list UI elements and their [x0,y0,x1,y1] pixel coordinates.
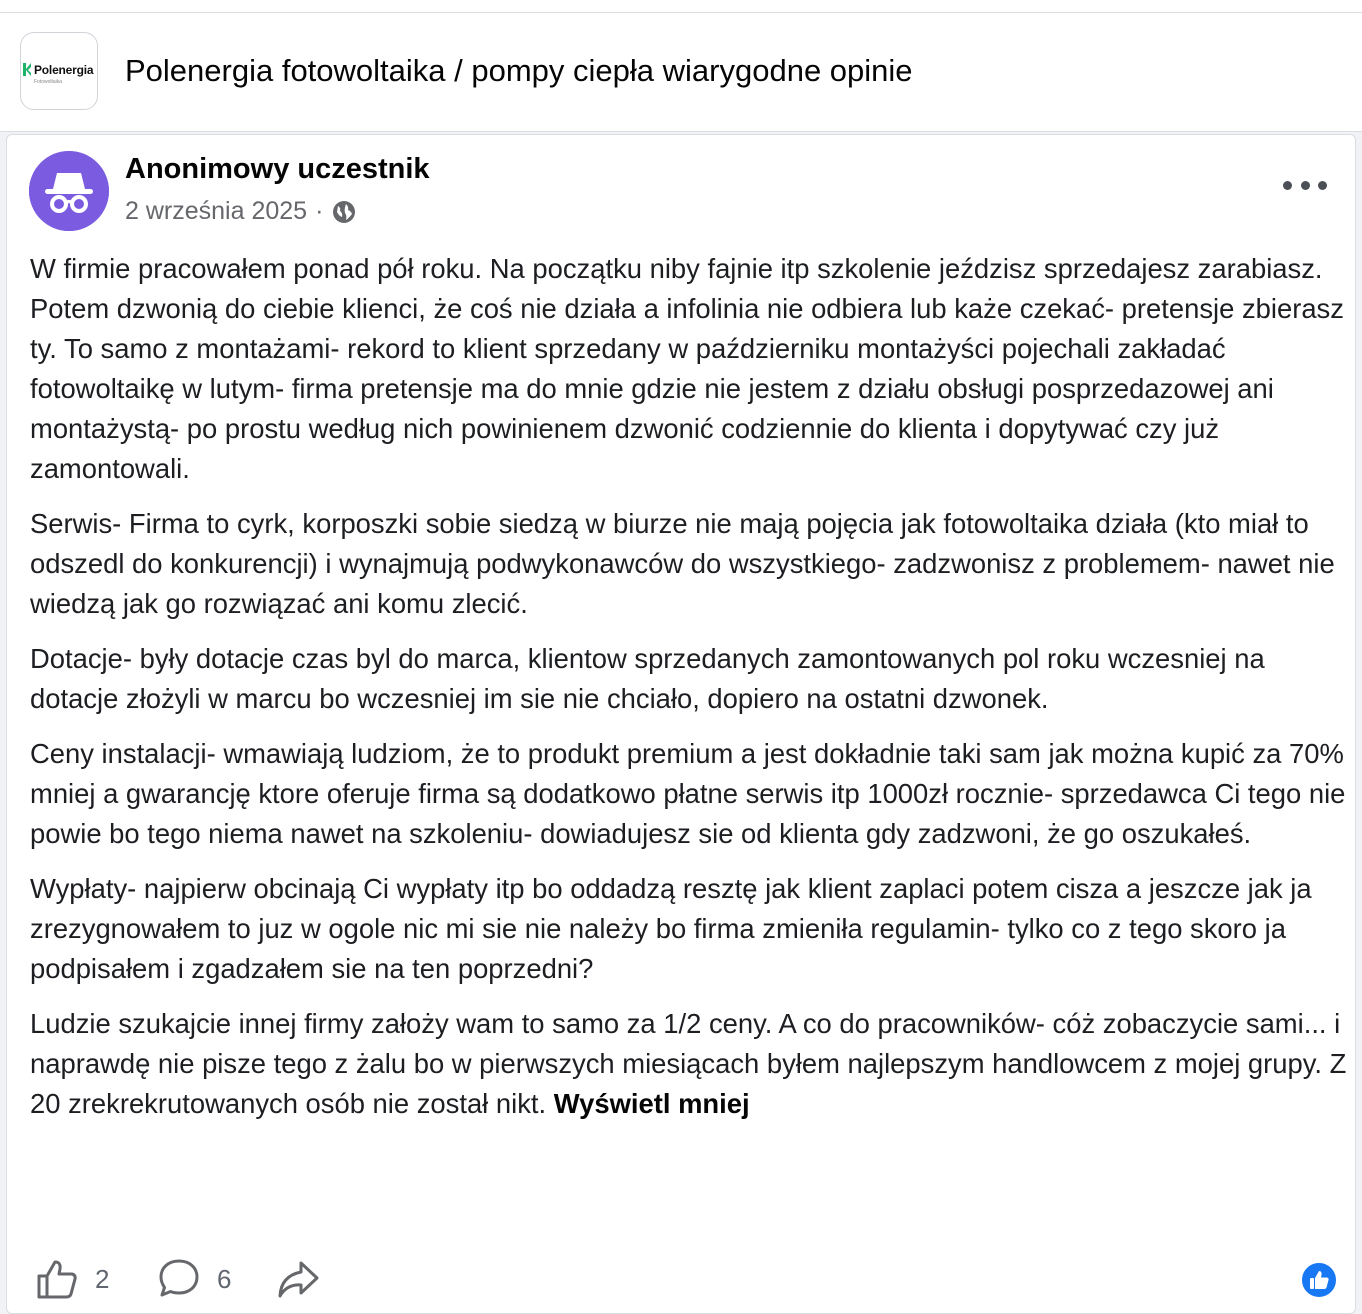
comment-bubble-icon [157,1257,201,1301]
avatar[interactable] [29,151,109,231]
like-button[interactable] [35,1257,109,1301]
group-logo[interactable] [20,32,98,110]
post-paragraph: W firmie pracowałem ponad pół roku. Na początku niby fajnie itp szkolenie jeździsz sprzedajesz zarabiasz. Potem dzwonią do ciebie klienci, że coś nie działa a infolinia nie odbiera lub każe czekać- pretensje zbierasz ty. To samo z montażami- rekord to klient sprzedany w październiku montażyści pojechali zakładać fotowoltaikę w lutym- firma pretensje ma do mnie gdzie nie jestem z działu obsługi posprzedazowej ani montażystą- po prostu według nich powinienem dzwonić codziennie do klienta i dopytywać czy już zamontowali. [30,253,1344,484]
post-body [30,249,1348,1139]
post-paragraph: Ceny instalacji- wmawiają ludziom, że to produkt premium a jest dokładnie taki sam jak można kupić za 70% mniej a gwarancję ktore oferuje firma są dodatkowo płatne serwis itp 1000zł rocznie- sprzedawca Ci tego nie powie bo tego niema nawet na szkoleniu- dowiadujesz sie od klienta gdy zadzwoni, że go oszukałeś. [30,738,1346,849]
group-header [0,13,1362,132]
author-name[interactable]: Anonimowy uczestnik [125,153,430,185]
post-meta [125,197,357,226]
polenergia-mark-icon [23,63,31,76]
incognito-icon [29,151,109,231]
comment-button[interactable] [157,1257,231,1301]
more-options-button[interactable] [1283,173,1327,197]
post-paragraph: Wypłaty- najpierw obcinają Ci wypłaty itp bo oddadzą resztę jak klient zaplaci potem cisza a jeszcze jak ja zrezygnowałem to juz w ogole nic mi sie nie należy bo firma zmieniła regulamin- tylko co z tego skoro ja podpisałem i zgadzałem sie na ten poprzedni? [30,873,1312,984]
post-paragraph-last [30,1004,1348,1124]
meta-separator: · [315,197,324,225]
thumbs-up-icon [35,1257,79,1301]
like-count: 2 [95,1263,110,1294]
post-card [6,134,1356,1314]
share-arrow-icon [275,1257,321,1301]
comment-count: 6 [217,1263,232,1294]
share-button[interactable] [275,1257,321,1301]
post-date[interactable]: 2 września 2025 [125,197,308,225]
top-strip [0,0,1362,13]
like-reaction-icon[interactable] [1300,1261,1338,1299]
post-paragraph: Serwis- Firma to cyrk, korposzki sobie siedzą w biurze nie mają pojęcia jak fotowoltaika działa (kto miał to odszedl do konkurencji) i wynajmują podwykonawców do wszystkiego- zadzwonisz z problemem- nawet nie wiedzą jak go rozwiązać ani komu zlecić. [30,508,1335,619]
post-last-text: Ludzie szukajcie innej firmy założy wam to samo za 1/2 ceny. A co do pracowników- cóż zobaczycie sami... i naprawdę nie pisze tego z żalu bo w pierwszych miesiącach byłem najlepszym handlowcem z mojej grupy. Z 20 zrekrekrutowanych osób nie został nikt. [30,1008,1347,1119]
see-less-link[interactable]: Wyświetl mniej [553,1088,750,1119]
group-title[interactable]: Polenergia fotowoltaika / pompy ciepła wiarygodne opinie [125,53,913,88]
globe-icon[interactable] [331,199,357,225]
more-dot [1318,181,1327,190]
group-logo-name: Polenergia [34,63,94,77]
group-logo-sub: Fotowoltaika [34,79,63,85]
more-dot [1283,181,1292,190]
more-dot [1301,181,1310,190]
action-bar [7,1257,1355,1307]
reaction-thumb-icon [1308,1269,1330,1291]
post-paragraph: Dotacje- były dotacje czas byl do marca, klientow sprzedanych zamontowanych pol roku wczesniej na dotacje złożyli w marcu bo wczesniej im sie nie chciało, dopiero na ostatni dzwonek. [30,643,1265,714]
